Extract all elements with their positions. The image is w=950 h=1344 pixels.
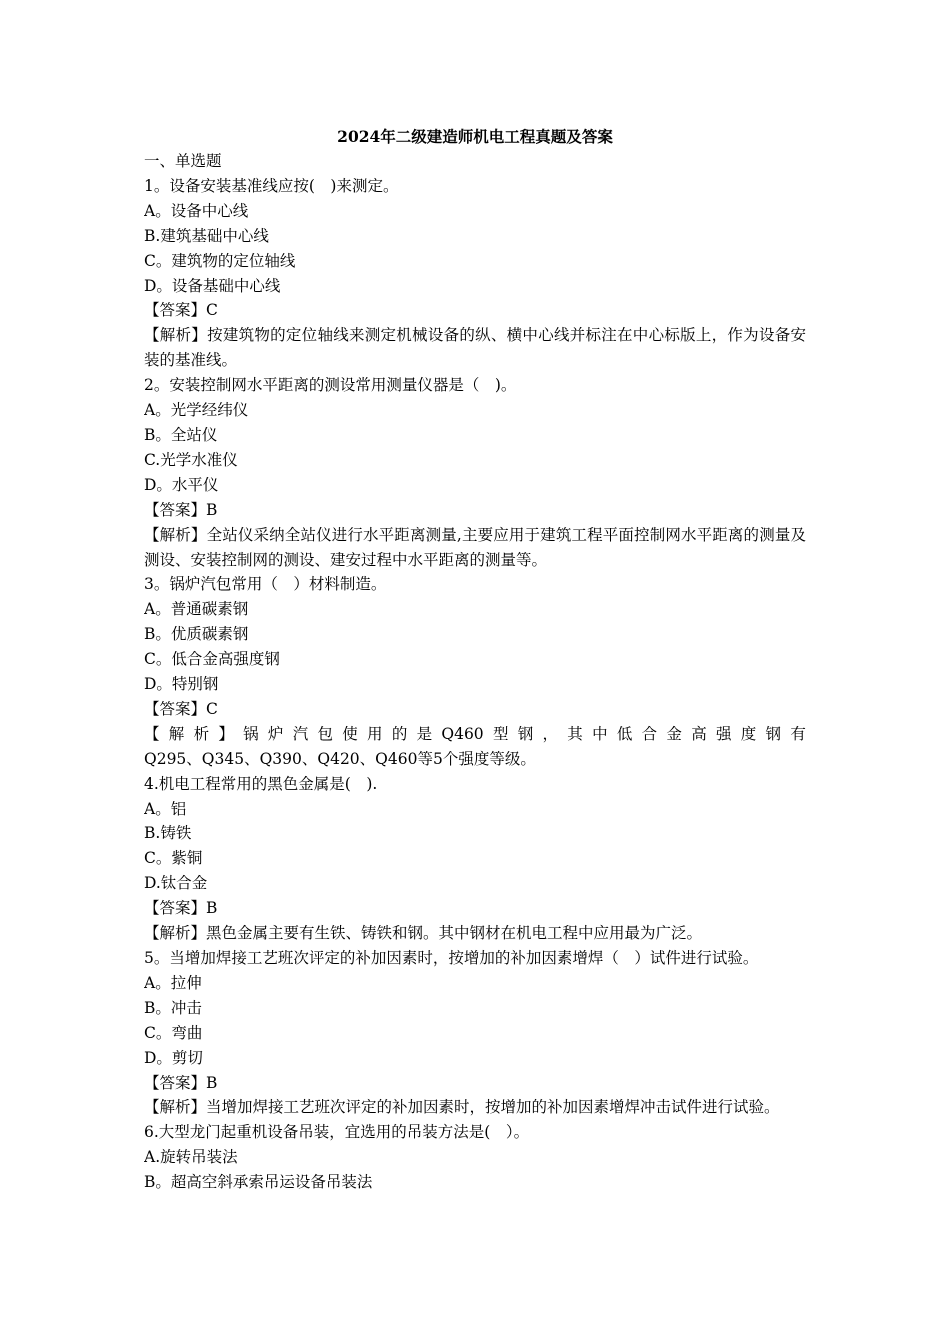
question-2 xyxy=(144,373,806,572)
option-c: C.光学水准仪 xyxy=(144,450,238,469)
answer: 【答案】B xyxy=(144,899,218,918)
option-d: D。剪切 xyxy=(144,1048,203,1067)
analysis-glyph: 用 xyxy=(367,724,383,743)
option-c: C。紫铜 xyxy=(144,849,203,868)
option-b: B。优质碳素钢 xyxy=(144,625,249,644)
analysis-glyph: 】 xyxy=(218,724,234,743)
question-stem: 1。设备安装基准线应按( )来测定。 xyxy=(144,176,399,195)
analysis-glyph: 汽 xyxy=(292,724,309,743)
analysis-glyph: 合 xyxy=(641,724,658,743)
analysis-line-1 xyxy=(144,722,806,747)
option-a: A。设备中心线 xyxy=(144,201,249,220)
analysis-glyph: 型 xyxy=(492,724,509,743)
question-5 xyxy=(144,946,806,1120)
analysis-glyph: 钢 xyxy=(765,724,782,743)
option-b: B.铸铁 xyxy=(144,824,192,843)
analysis-glyph: 高 xyxy=(691,724,707,743)
document-title: 2024年二级建造师机电工程真题及答案 xyxy=(337,127,613,146)
option-a: A。拉伸 xyxy=(144,973,202,992)
analysis: 【解析】当增加焊接工艺班次评定的补加因素时，按增加的补加因素增焊冲击试件进行试验。 xyxy=(144,1098,780,1117)
section-heading: 一、单选题 xyxy=(144,152,222,170)
question-stem: 4.机电工程常用的黑色金属是( ). xyxy=(144,774,378,793)
answer: 【答案】C xyxy=(144,301,218,320)
question-stem: 5。当增加焊接工艺班次评定的补加因素时，按增加的补加因素增焊（ ）试件进行试验。 xyxy=(144,949,759,967)
analysis-line-2: Q295、Q345、Q390、Q420、Q460等5个强度等级。 xyxy=(144,749,536,768)
analysis-glyph: 析 xyxy=(193,724,210,743)
analysis-glyph: 是 xyxy=(416,724,433,743)
analysis-glyph: 【 xyxy=(144,724,160,743)
analysis-glyph: 金 xyxy=(666,724,682,743)
option-b: B。全站仪 xyxy=(144,425,218,444)
analysis-glyph: 锅 xyxy=(243,724,259,743)
option-b: B。冲击 xyxy=(144,998,202,1017)
analysis-glyph: 使 xyxy=(342,724,358,743)
option-d: D。特别钢 xyxy=(144,675,219,694)
answer: 【答案】C xyxy=(144,699,218,718)
document-page xyxy=(144,124,806,1195)
analysis: 【解析】全站仪采纳全站仪进行水平距离测量,主要应用于建筑工程平面控制网水平距离的测量及测设、安装控制网的测设、建安过程中水平距离的测量等。 xyxy=(144,525,806,569)
analysis-glyph: 钢 xyxy=(517,724,534,743)
question-6 xyxy=(144,1120,806,1195)
answer: 【答案】B xyxy=(144,1073,218,1092)
analysis-glyph: 的 xyxy=(391,724,408,743)
question-stem: 2。安装控制网水平距离的测设常用测量仪器是（ )。 xyxy=(144,376,517,395)
analysis-glyph: 有 xyxy=(790,724,806,743)
question-1 xyxy=(144,174,806,373)
option-a: A。光学经纬仪 xyxy=(144,401,249,420)
question-stem: 3。锅炉汽包常用（ ）材料制造。 xyxy=(144,575,387,594)
analysis: 【解析】黑色金属主要有生铁、铸铁和钢。其中钢材在机电工程中应用最为广泛。 xyxy=(144,924,703,943)
option-d: D。水平仪 xyxy=(144,475,219,494)
option-a: A。普通碳素钢 xyxy=(144,600,249,619)
question-3 xyxy=(144,572,806,771)
analysis: 【解析】按建筑物的定位轴线来测定机械设备的纵、横中心线并标注在中心标版上，作为设备安装的基准线。 xyxy=(144,326,806,370)
option-c: C。建筑物的定位轴线 xyxy=(144,251,296,270)
analysis-glyph: 中 xyxy=(592,724,608,743)
analysis-glyph: ， xyxy=(542,724,559,743)
answer: 【答案】B xyxy=(144,500,218,519)
option-a: A。铝 xyxy=(144,799,187,818)
option-a: A.旋转吊装法 xyxy=(144,1148,238,1167)
option-c: C。弯曲 xyxy=(144,1023,203,1042)
analysis-glyph: 其 xyxy=(567,724,583,743)
option-b: B.建筑基础中心线 xyxy=(144,226,269,245)
question-stem: 6.大型龙门起重机设备吊装，宜选用的吊装方法是( ）。 xyxy=(144,1123,530,1142)
option-c: C。低合金高强度钢 xyxy=(144,650,280,669)
analysis-glyph: 度 xyxy=(740,724,757,743)
analysis-glyph: 低 xyxy=(616,724,633,743)
analysis-glyph: 解 xyxy=(168,724,185,743)
option-d: D。设备基础中心线 xyxy=(144,276,281,295)
analysis-glyph: 包 xyxy=(317,724,333,743)
option-d: D.钛合金 xyxy=(144,874,208,893)
question-4 xyxy=(144,772,806,946)
analysis-glyph: Q460 xyxy=(441,724,484,743)
analysis-glyph: 炉 xyxy=(267,724,284,743)
analysis-glyph: 强 xyxy=(715,724,732,743)
option-b: B。超高空斜承索吊运设备吊装法 xyxy=(144,1173,373,1192)
